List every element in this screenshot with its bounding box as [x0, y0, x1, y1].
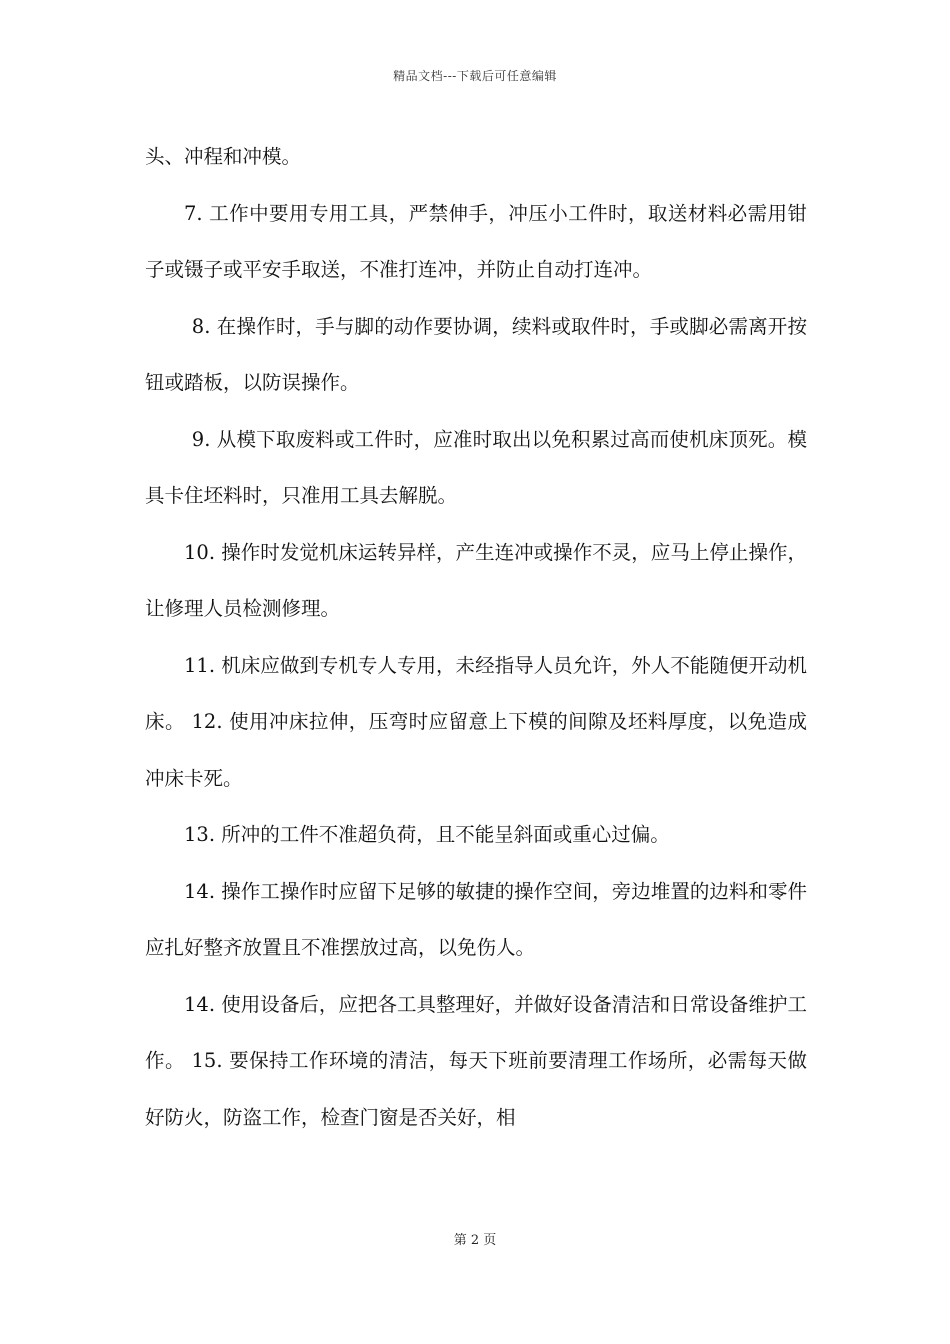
paragraph-item-8: 8. 在操作时，手与脚的动作要协调，续料或取件时，手或脚必需离开按钮或踏板，以防误操作。 — [145, 314, 807, 394]
paragraph-item-14b-15: 14. 使用设备后，应把各工具整理好，并做好设备清洁和日常设备维护工作。 15. 要保持工作环境的清洁，每天下班前要清理工作场所，必需每天做好防火，防盗工作，检查门窗是否关好，相 — [145, 992, 807, 1129]
paragraph-continuation: 头、冲程和冲模。 — [145, 145, 302, 168]
paragraph-item-14a: 14. 操作工操作时应留下足够的敏捷的操作空间，旁边堆置的边料和零件应扎好整齐放置且不准摆放过高，以免伤人。 — [145, 879, 807, 959]
page-header: 精品文档---下载后可任意编辑 — [393, 69, 557, 83]
paragraph-item-10: 10. 操作时发觉机床运转异样，产生连冲或操作不灵，应马上停止操作，让修理人员检测修理。 — [145, 540, 807, 620]
paragraph-item-13: 13. 所冲的工件不准超负荷，且不能呈斜面或重心过偏。 — [184, 823, 670, 846]
paragraph-item-7: 7. 工作中要用专用工具，严禁伸手，冲压小工件时，取送材料必需用钳子或镊子或平安手取送，不准打连冲，并防止自动打连冲。 — [145, 201, 807, 281]
document-body — [145, 129, 807, 1146]
page-number: 第 2 页 — [453, 1233, 497, 1248]
paragraph-item-11-12: 11. 机床应做到专机专人专用，未经指导人员允许，外人不能随便开动机床。 12. 使用冲床拉伸，压弯时应留意上下模的间隙及坯料厚度，以免造成冲床卡死。 — [145, 653, 807, 790]
paragraph-item-9: 9. 从模下取废料或工件时，应准时取出以免积累过高而使机床顶死。模具卡住坯料时，只准用工具去解脱。 — [145, 427, 807, 507]
